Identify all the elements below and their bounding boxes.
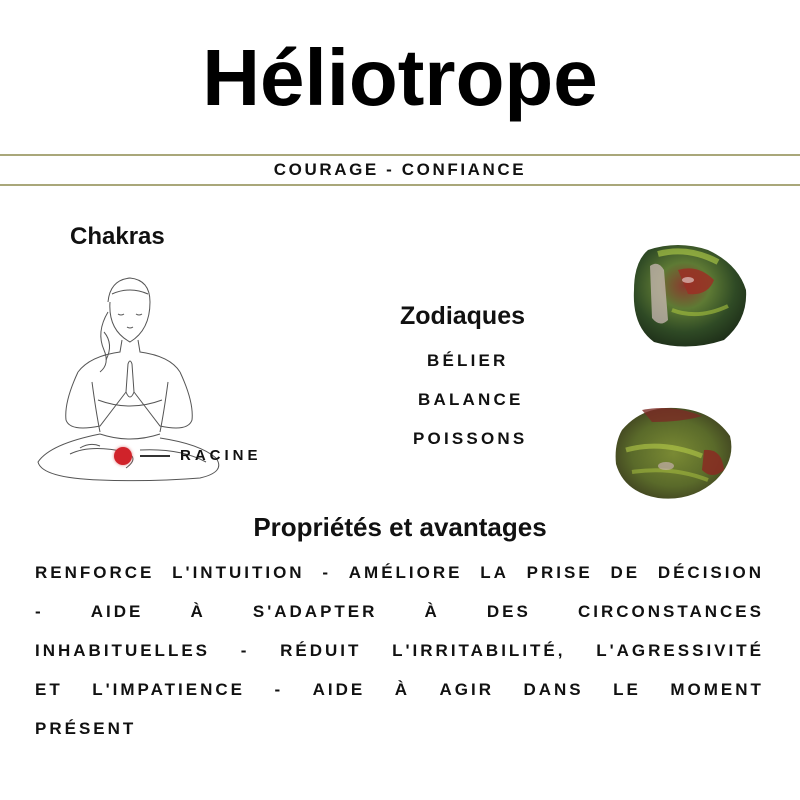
properties-text-line: ET L'IMPATIENCE - AIDE À AGIR DANS LE MOMENT — [35, 680, 764, 699]
divider-bottom — [0, 184, 800, 186]
root-chakra-dot — [114, 447, 132, 465]
divider-top — [0, 154, 800, 156]
properties-text-line: RENFORCE L'INTUITION - AMÉLIORE LA PRISE DE DÉCISION — [35, 563, 764, 582]
properties-text-line: - AIDE À S'ADAPTER À DES CIRCONSTANCES — [35, 602, 764, 621]
stone-image-2 — [612, 400, 736, 504]
stone-image-1 — [628, 240, 750, 352]
zodiac-sign: BALANCE — [418, 390, 524, 409]
properties-heading: Propriétés et avantages — [253, 512, 547, 542]
zodiac-sign: POISSONS — [413, 429, 528, 448]
properties-text-line: PRÉSENT — [35, 719, 137, 738]
chakra-pointer-line — [140, 455, 170, 457]
zodiac-sign: BÉLIER — [427, 351, 509, 370]
tagline: COURAGE - CONFIANCE — [273, 160, 527, 179]
zodiac-heading: Zodiaques — [400, 302, 526, 330]
chakra-label-racine: RACINE — [180, 447, 262, 464]
page-title: Héliotrope — [202, 33, 598, 122]
properties-text-line: INHABITUELLES - RÉDUIT L'IRRITABILITÉ, L'AGRESSIVITÉ — [35, 641, 764, 660]
chakras-heading: Chakras — [70, 223, 165, 250]
